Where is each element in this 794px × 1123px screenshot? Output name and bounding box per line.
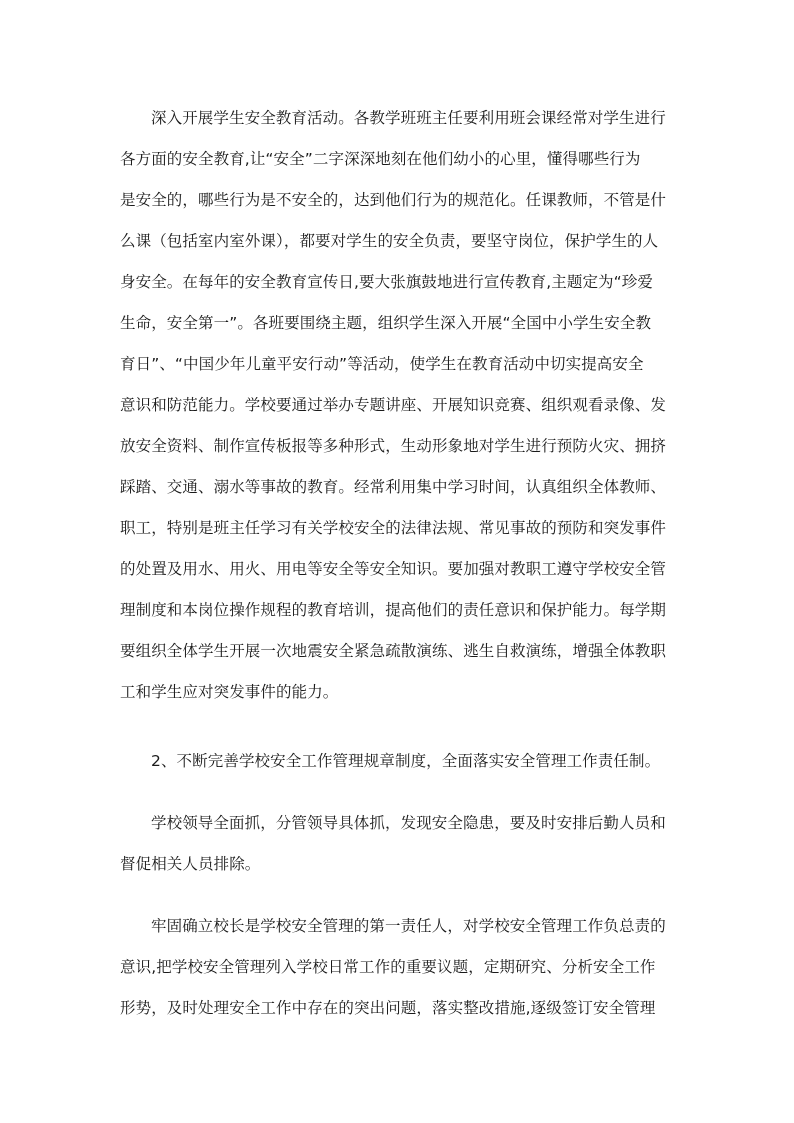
text-line: 学校领导全面抓，分管领导具体抓，发现安全隐患，要及时安排后勤人员和 <box>151 814 666 832</box>
section-heading-text: 2、不断完善学校安全工作管理规章制度，全面落实安全管理工作责任制。 <box>151 752 661 770</box>
text-line: 要组织全体学生开展一次地震安全紧急疏散演练、逃生自救演练，增强全体教职 <box>120 642 667 660</box>
paragraph-safety-education <box>120 98 680 713</box>
text-line: 理制度和本岗位操作规程的教育培训，提高他们的责任意识和保护能力。每学期 <box>120 601 667 619</box>
text-line: 职工，特别是班主任学习有关学校安全的法律法规、常见事故的预防和突发事件 <box>120 519 667 537</box>
text-line: 形势，及时处理安全工作中存在的突出问题，落实整改措施,逐级签订安全管理 <box>120 999 656 1017</box>
text-line: 生命，安全第一”。各班要围绕主题，组织学生深入开展“全国中小学生安全教 <box>120 314 652 332</box>
text-line: 踩踏、交通、溺水等事故的教育。经常利用集中学习时间，认真组织全体教师、 <box>120 478 667 496</box>
text-line: 育日”、“中国少年儿童平安行动”等活动，使学生在教育活动中切实提高安全 <box>120 355 644 373</box>
section-heading-2 <box>120 741 680 782</box>
text-line: 深入开展学生安全教育活动。各教学班班主任要利用班会课经常对学生进行 <box>151 109 666 127</box>
paragraph-leadership <box>120 803 680 885</box>
text-line: 意识,把学校安全管理列入学校日常工作的重要议题，定期研究、分析安全工作 <box>120 958 656 976</box>
text-line: 意识和防范能力。学校要通过举办专题讲座、开展知识竞赛、组织观看录像、发 <box>120 396 667 414</box>
text-line: 牢固确立校长是学校安全管理的第一责任人，对学校安全管理工作负总责的 <box>151 917 666 935</box>
text-line: 身安全。在每年的安全教育宣传日,要大张旗鼓地进行宣传教育,主题定为“珍爱 <box>120 273 653 291</box>
text-line: 各方面的安全教育,让“安全”二字深深地刻在他们幼小的心里，懂得哪些行为 <box>120 150 641 168</box>
text-line: 放安全资料、制作宣传板报等多种形式，生动形象地对学生进行预防火灾、拥挤 <box>120 437 667 455</box>
text-line: 督促相关人员排除。 <box>120 855 261 873</box>
text-line: 是安全的，哪些行为是不安全的，达到他们行为的规范化。任课教师，不管是什 <box>120 191 667 209</box>
text-line: 的处置及用水、用火、用电等安全等安全知识。要加强对教职工遵守学校安全管 <box>120 560 667 578</box>
text-line: 么课（包括室内室外课），都要对学生的安全负责，要坚守岗位，保护学生的人 <box>120 232 659 250</box>
text-line: 工和学生应对突发事件的能力。 <box>120 683 339 701</box>
paragraph-principal-responsibility <box>120 906 680 1029</box>
